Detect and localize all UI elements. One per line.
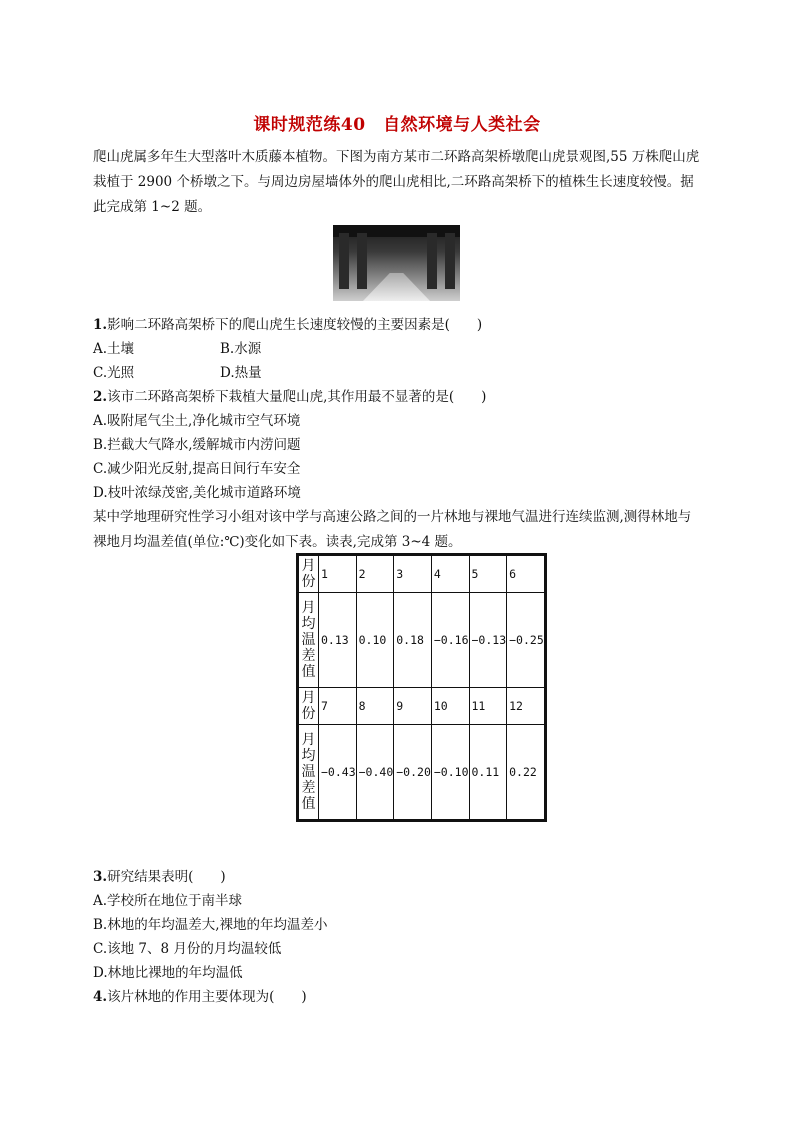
q1-option-d: D.热量 [220, 365, 262, 381]
table-cell: 8 [356, 688, 394, 725]
q2-option-a: A.吸附尾气尘土,净化城市空气环境 [93, 413, 301, 429]
table-cell: 11 [469, 688, 507, 725]
table-cell: −0.20 [394, 725, 432, 821]
table-cell: 0.11 [469, 725, 507, 821]
q3-option-b: B.林地的年均温差大,裸地的年均温差小 [93, 917, 328, 933]
question-1 [93, 313, 482, 337]
table-cell: 10 [431, 688, 469, 725]
table-cell: −0.40 [356, 725, 394, 821]
table-cell: −0.16 [431, 593, 469, 688]
temperature-difference-table [296, 553, 547, 822]
table-row [298, 555, 546, 593]
question-text: 研究结果表明( ) [107, 869, 226, 885]
q1-option-c: C.光照 [93, 365, 135, 381]
table-row [298, 725, 546, 821]
question-2 [93, 385, 486, 409]
question-number: 2. [93, 389, 108, 405]
page-title: 课时规范练40 自然环境与人类社会 [253, 115, 541, 135]
question-number: 1. [93, 317, 108, 333]
q3-option-c: C.该地 7、8 月份的月均温较低 [93, 941, 282, 957]
table-cell: 1 [319, 555, 357, 593]
table-cell: 0.10 [356, 593, 394, 688]
question-text: 该片林地的作用主要体现为( ) [107, 989, 307, 1005]
table-cell: −0.43 [319, 725, 357, 821]
bridge-photo [333, 225, 460, 301]
month-header: 月份 [298, 688, 319, 725]
q2-option-d: D.枝叶浓绿茂密,美化城市道路环境 [93, 485, 301, 501]
question-text: 该市二环路高架桥下栽植大量爬山虎,其作用最不显著的是( ) [107, 389, 487, 405]
table-cell: 4 [431, 555, 469, 593]
table-cell: 0.18 [394, 593, 432, 688]
table-cell: −0.13 [469, 593, 507, 688]
table-cell: −0.25 [507, 593, 546, 688]
q3-option-a: A.学校所在地位于南半球 [93, 893, 243, 909]
table-cell: 12 [507, 688, 546, 725]
table-cell: 2 [356, 555, 394, 593]
q1-option-a: A.土壤 [93, 341, 135, 357]
table-cell: −0.10 [431, 725, 469, 821]
question-number: 3. [93, 869, 108, 885]
q3-option-d: D.林地比裸地的年均温低 [93, 965, 243, 981]
table-row [298, 593, 546, 688]
q2-option-c: C.减少阳光反射,提高日间行车安全 [93, 461, 301, 477]
table-row [298, 688, 546, 725]
question-3 [93, 865, 226, 889]
q2-option-b: B.拦截大气降水,缓解城市内涝问题 [93, 437, 301, 453]
diff-header: 月均温差值 [298, 593, 319, 688]
intro-paragraph-2: 某中学地理研究性学习小组对该中学与高速公路之间的一片林地与裸地气温进行连续监测,测得林地与裸地月均温差值(单位:℃)变化如下表。读表,完成第 3~4 题。 [93, 509, 692, 550]
table-cell: 3 [394, 555, 432, 593]
diff-header: 月均温差值 [298, 725, 319, 821]
table-cell: 9 [394, 688, 432, 725]
q1-option-b: B.水源 [220, 341, 262, 357]
question-4 [93, 985, 307, 1009]
month-header: 月份 [298, 555, 319, 593]
intro-paragraph-1: 爬山虎属多年生大型落叶木质藤本植物。下图为南方某市二环路高架桥墩爬山虎景观图,55 万株爬山虎栽植于 2900 个桥墩之下。与周边房屋墙体外的爬山虎相比,二环路高架桥下的植株生长速度较慢。据此完成第 1~2 题。 [93, 149, 700, 215]
table-cell: 5 [469, 555, 507, 593]
table-cell: 0.13 [319, 593, 357, 688]
table-cell: 0.22 [507, 725, 546, 821]
question-number: 4. [93, 989, 108, 1005]
table-cell: 7 [319, 688, 357, 725]
table-cell: 6 [507, 555, 546, 593]
question-text: 影响二环路高架桥下的爬山虎生长速度较慢的主要因素是( ) [107, 317, 483, 333]
